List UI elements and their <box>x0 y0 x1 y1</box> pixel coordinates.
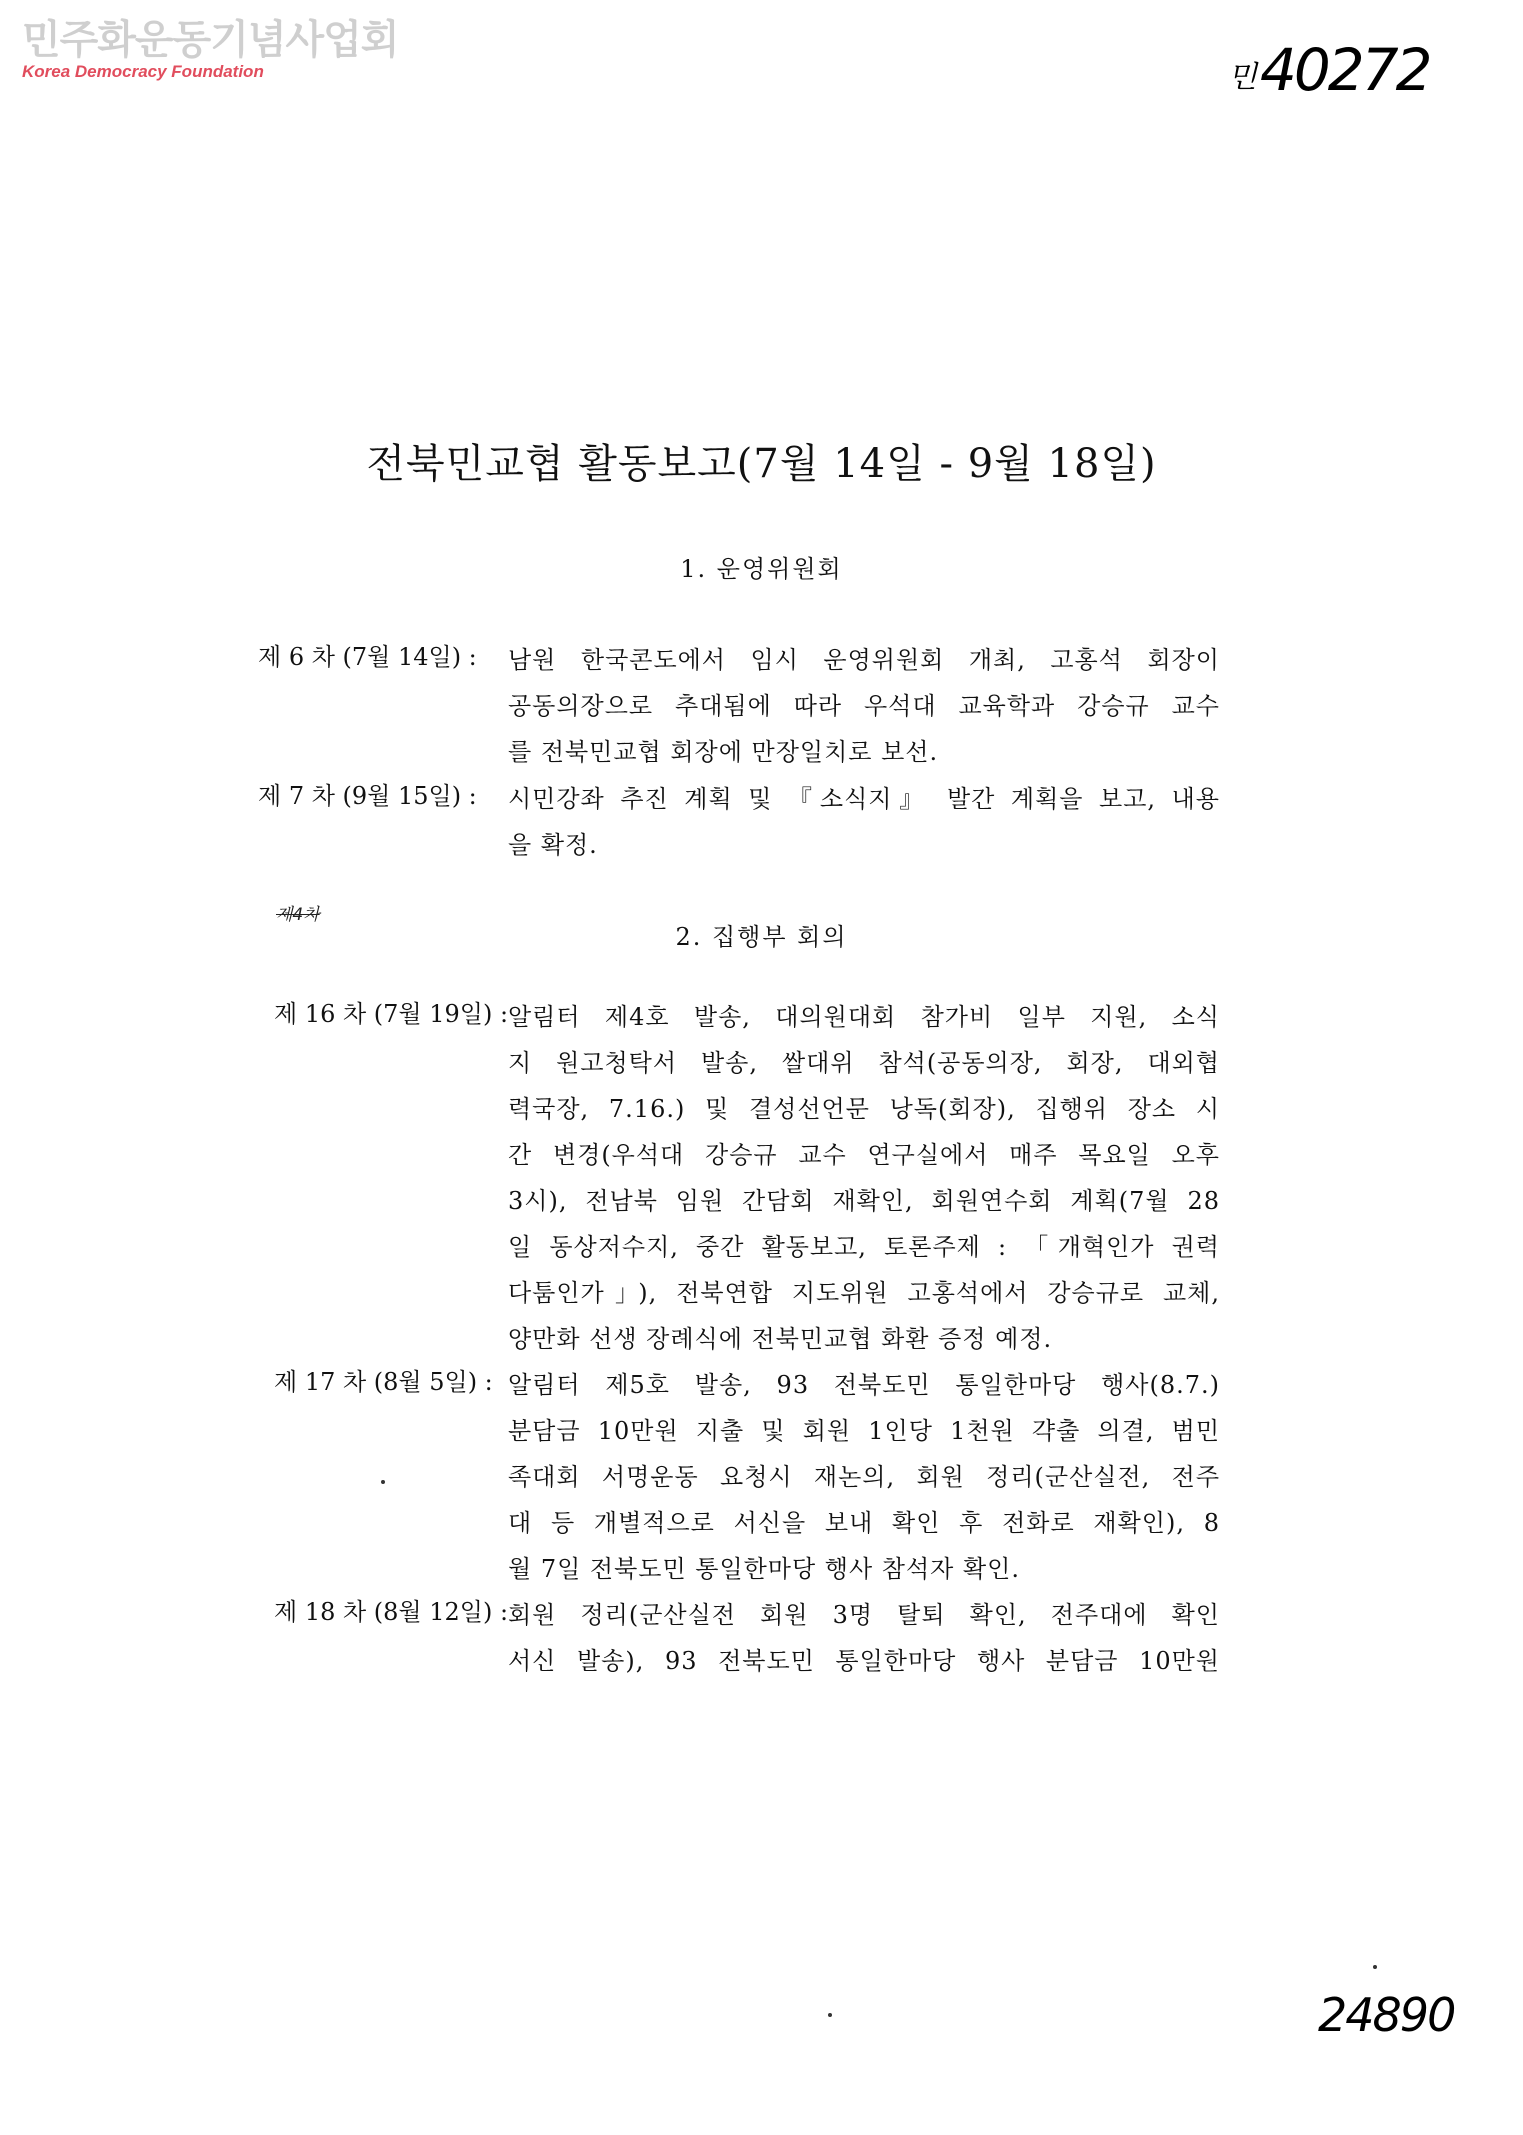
entry-label: 제 17 차 (8월 5일) : <box>274 1368 493 1396</box>
entry-line: 시민강좌 추진 계획 및 『소식지』 발간 계획을 보고, 내용 <box>508 785 1220 813</box>
entry-line: 알림터 제4호 발송, 대의원대회 참가비 일부 지원, 소식 <box>508 1003 1220 1031</box>
entry-line: 간 변경(우석대 강승규 교수 연구실에서 매주 목요일 오후 <box>508 1141 1220 1169</box>
entry-line: 양만화 선생 장례식에 전북민교협 화환 증정 예정. <box>508 1325 1053 1353</box>
entry-line: 력국장, 7.16.) 및 결성선언문 낭독(회장), 집행위 장소 시 <box>508 1095 1220 1123</box>
entry-line: 을 확정. <box>508 831 598 859</box>
entry-line: 다툼인가」), 전북연합 지도위원 고홍석에서 강승규로 교체, <box>508 1279 1220 1307</box>
document-title: 전북민교협 활동보고(7월 14일 - 9월 18일) <box>366 441 1157 487</box>
entry-line: 남원 한국콘도에서 임시 운영위원회 개최, 고홍석 회장이 <box>508 646 1220 674</box>
watermark-english: Korea Democracy Foundation <box>22 62 264 81</box>
entry-line: 를 전북민교협 회장에 만장일치로 보선. <box>508 738 939 766</box>
entry-line: 일 동상저수지, 중간 활동보고, 토론주제 : 「개혁인가 권력 <box>508 1233 1220 1261</box>
entry-line: 대 등 개별적으로 서신을 보내 확인 후 전화로 재확인), 8 <box>508 1509 1220 1537</box>
entry-label: 제 16 차 (7월 19일) : <box>274 1000 509 1028</box>
watermark-korean: 민주화운동기념사업회 <box>22 17 399 63</box>
entry-label: 제 6 차 (7월 14일) : <box>258 643 477 671</box>
handwritten-archive-number <box>1228 36 1430 104</box>
section-heading-2: 2. 집행부 회의 <box>675 923 848 951</box>
entry-line: 서신 발송), 93 전북도민 통일한마당 행사 분담금 10만원 <box>508 1647 1220 1675</box>
entry-line: 회원 정리(군산실전 회원 3명 탈퇴 확인, 전주대에 확인 <box>508 1601 1220 1629</box>
scan-speck <box>381 1480 385 1484</box>
entry-label: 제 7 차 (9월 15일) : <box>258 782 477 810</box>
archive-number: 40272 <box>1259 36 1430 104</box>
entry-line: 족대회 서명운동 요청시 재논의, 회원 정리(군산실전, 전주 <box>508 1463 1220 1491</box>
entry-line: 월 7일 전북도민 통일한마당 행사 참석자 확인. <box>508 1555 1020 1583</box>
entry-line: 알림터 제5호 발송, 93 전북도민 통일한마당 행사(8.7.) <box>508 1371 1220 1399</box>
entry-text <box>508 637 1220 775</box>
entry-line: 지 원고청탁서 발송, 쌀대위 참석(공동의장, 회장, 대외협 <box>508 1049 1220 1077</box>
handwritten-struck-note: 제4차 <box>276 905 320 925</box>
entry-line: 3시), 전남북 임원 간담회 재확인, 회원연수회 계획(7월 28 <box>508 1187 1220 1215</box>
entry-label: 제 18 차 (8월 12일) : <box>274 1598 509 1626</box>
entry-text <box>508 1362 1220 1592</box>
scan-speck <box>1373 1965 1377 1969</box>
section-heading-1: 1. 운영위원회 <box>680 555 843 583</box>
watermark <box>22 18 398 82</box>
handwritten-page-number: 24890 <box>1318 1988 1455 2042</box>
scan-speck <box>828 2013 832 2017</box>
entry-line: 분담금 10만원 지출 및 회원 1인당 1천원 갹출 의결, 범민 <box>508 1417 1220 1445</box>
archive-mark: 민 <box>1228 59 1254 95</box>
entry-text <box>508 1592 1220 1684</box>
entry-line: 공동의장으로 추대됨에 따라 우석대 교육학과 강승규 교수 <box>508 692 1220 720</box>
entry-text <box>508 776 1220 868</box>
entry-text <box>508 994 1220 1362</box>
